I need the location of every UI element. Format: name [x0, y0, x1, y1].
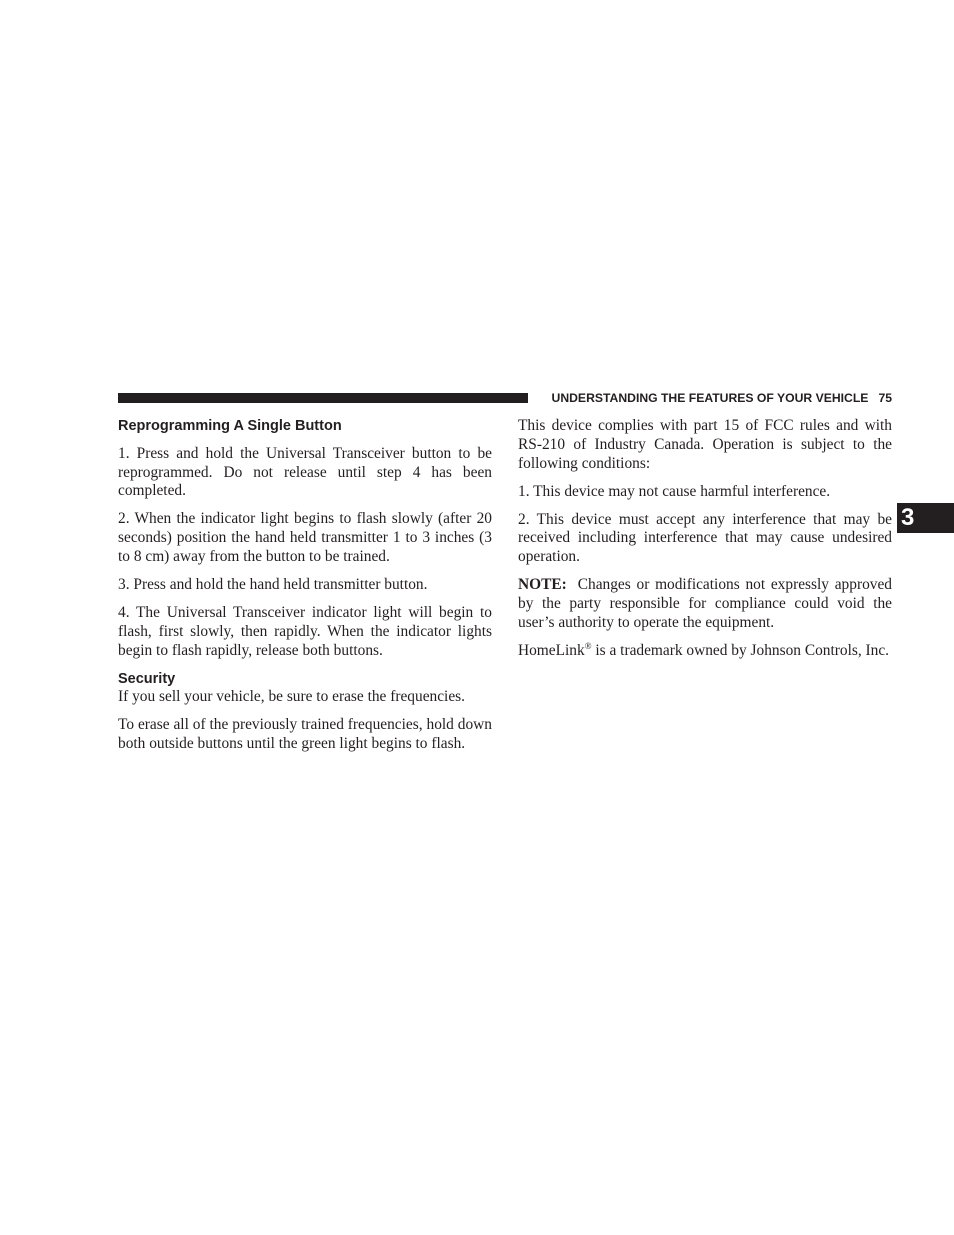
step-3: 3. Press and hold the hand held transmitter button. [118, 575, 428, 593]
step-2: 2. When the indicator light begins to flash slowly (after 20 seconds) position the hand held transmitter 1 to 3 inches (3 to 8 cm) away from the button to be trained. [118, 510, 492, 565]
page-number: 75 [878, 391, 892, 405]
security-paragraph-2: To erase all of the previously trained frequencies, hold down both outside buttons until the green light begins to flash. [118, 716, 492, 753]
heading-security: Security [118, 670, 176, 687]
right-column [518, 417, 892, 670]
section-title: UNDERSTANDING THE FEATURES OF YOUR VEHICLE [551, 391, 869, 405]
condition-1: 1. This device may not cause harmful interference. [518, 482, 831, 500]
heading-reprogramming: Reprogramming A Single Button [118, 418, 342, 434]
chapter-tab: 3 [897, 503, 954, 533]
left-column [118, 417, 492, 763]
header-rule [118, 393, 528, 403]
step-4: 4. The Universal Transceiver indicator light will begin to flash, first slowly, then rapidly. When the indicator lights begin to flash rapidly, release both buttons. [118, 603, 492, 659]
trademark-text: is a trademark owned by Johnson Controls, Inc. [591, 641, 890, 659]
note-paragraph [518, 576, 892, 632]
trademark-paragraph [518, 642, 892, 661]
step-1: 1. Press and hold the Universal Transceiver button to be reprogrammed. Do not release until step 4 has been completed. [118, 444, 492, 500]
security-paragraph-1: If you sell your vehicle, be sure to erase the frequencies. [118, 688, 466, 706]
running-header [538, 390, 892, 406]
note-text: Changes or modifications not expressly approved by the party responsible for compliance could void the user’s authority to operate the equipment. [518, 576, 892, 631]
registered-mark: ® [584, 640, 592, 651]
condition-2: 2. This device must accept any interference that may be received including interference that may cause undesired operation. [518, 510, 892, 566]
fcc-intro: This device complies with part 15 of FCC rules and with RS-210 of Industry Canada. Operation is subject to the following conditions: [518, 417, 892, 472]
trademark-name: HomeLink [518, 641, 585, 659]
note-label: NOTE: [518, 576, 567, 594]
